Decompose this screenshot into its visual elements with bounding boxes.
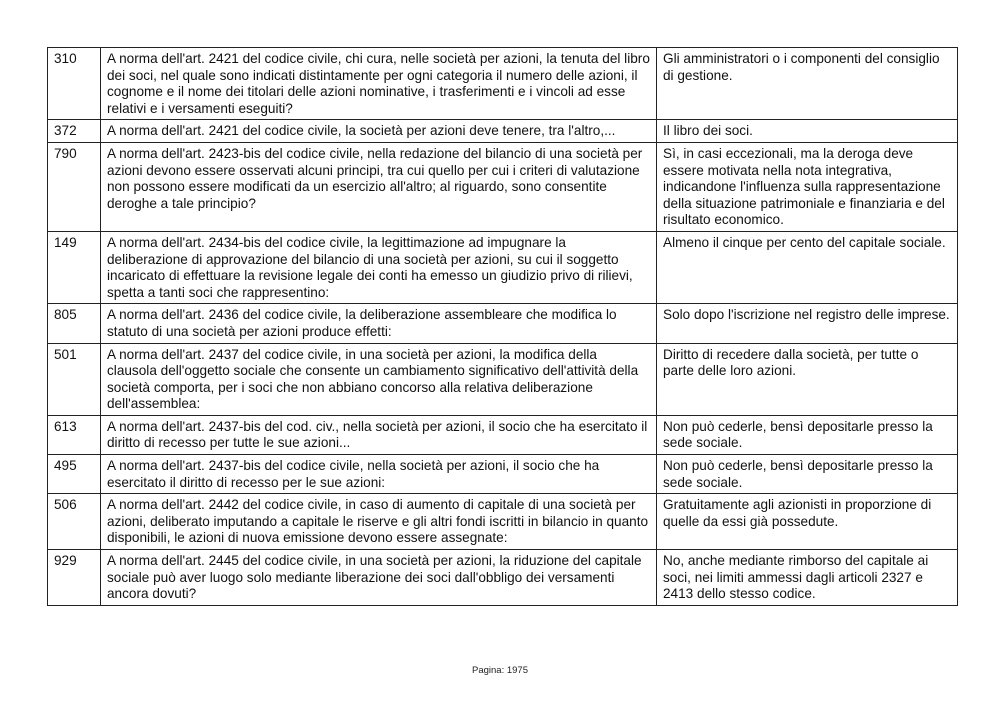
answer-text: Sì, in casi eccezionali, ma la deroga deve essere motivata nella nota integrativa, indicandone l'influenza sulla rappresentazione della situazione patrimoniale e finanziaria e del risultato economico. <box>657 142 958 231</box>
question-id: 506 <box>48 494 101 550</box>
table-row <box>48 343 958 415</box>
question-id: 805 <box>48 304 101 343</box>
table-row <box>48 231 958 303</box>
question-text: A norma dell'art. 2421 del codice civile, la società per azioni deve tenere, tra l'altro,... <box>101 120 657 143</box>
table-row <box>48 304 958 343</box>
question-text: A norma dell'art. 2423-bis del codice civile, nella redazione del bilancio di una società per azioni devono essere osservati alcuni principi, tra cui quello per cui i criteri di valutazione non possono essere modificati da un esercizio all'altro; al riguardo, sono consentite deroghe a tale principio? <box>101 142 657 231</box>
question-text: A norma dell'art. 2436 del codice civile, la deliberazione assembleare che modifica lo statuto di una società per azioni produce effetti: <box>101 304 657 343</box>
answer-text: Gratuitamente agli azionisti in proporzione di quelle da essi già possedute. <box>657 494 958 550</box>
question-text: A norma dell'art. 2437-bis del codice civile, nella società per azioni, il socio che ha esercitato il diritto di recesso per le sue azioni: <box>101 455 657 494</box>
answer-text: Diritto di recedere dalla società, per tutte o parte delle loro azioni. <box>657 343 958 415</box>
question-text: A norma dell'art. 2437-bis del cod. civ., nella società per azioni, il socio che ha esercitato il diritto di recesso per tutte le sue azioni... <box>101 415 657 454</box>
table-row <box>48 455 958 494</box>
table-row <box>48 120 958 143</box>
question-id: 929 <box>48 550 101 606</box>
answer-text: Almeno il cinque per cento del capitale sociale. <box>657 231 958 303</box>
question-text: A norma dell'art. 2434-bis del codice civile, la legittimazione ad impugnare la deliberazione di approvazione del bilancio di una società per azioni, su cui il soggetto incaricato di effettuare la revisione legale dei conti ha emesso un giudizio privo di rilievi, spetta a tanti soci che rappresentino: <box>101 231 657 303</box>
question-id: 790 <box>48 142 101 231</box>
table-row <box>48 494 958 550</box>
answer-text: Solo dopo l'iscrizione nel registro delle imprese. <box>657 304 958 343</box>
table-row <box>48 142 958 231</box>
table-row <box>48 48 958 120</box>
page-number: Pagina: 1975 <box>472 665 528 676</box>
question-text: A norma dell'art. 2442 del codice civile, in caso di aumento di capitale di una società per azioni, deliberato imputando a capitale le riserve e gli altri fondi iscritti in bilancio in quanto disponibili, le azioni di nuova emissione devono essere assegnate: <box>101 494 657 550</box>
question-id: 501 <box>48 343 101 415</box>
question-id: 310 <box>48 48 101 120</box>
question-text: A norma dell'art. 2445 del codice civile, in una società per azioni, la riduzione del capitale sociale può aver luogo solo mediante liberazione dei soci dall'obbligo dei versamenti ancora dovuti? <box>101 550 657 606</box>
answer-text: Il libro dei soci. <box>657 120 958 143</box>
answer-text: Gli amministratori o i componenti del consiglio di gestione. <box>657 48 958 120</box>
question-id: 495 <box>48 455 101 494</box>
question-text: A norma dell'art. 2437 del codice civile, in una società per azioni, la modifica della clausola dell'oggetto sociale che consente un cambiamento significativo dell'attività della società comporta, per i soci che non abbiano concorso alla relativa deliberazione dell'assemblea: <box>101 343 657 415</box>
question-id: 149 <box>48 231 101 303</box>
question-id: 613 <box>48 415 101 454</box>
table-row <box>48 550 958 606</box>
answer-text: Non può cederle, bensì depositarle presso la sede sociale. <box>657 455 958 494</box>
answer-text: Non può cederle, bensì depositarle presso la sede sociale. <box>657 415 958 454</box>
answer-text: No, anche mediante rimborso del capitale ai soci, nei limiti ammessi dagli articoli 2327 e 2413 dello stesso codice. <box>657 550 958 606</box>
table-row <box>48 415 958 454</box>
question-text: A norma dell'art. 2421 del codice civile, chi cura, nelle società per azioni, la tenuta del libro dei soci, nel quale sono indicati distintamente per ogni categoria il numero delle azioni, il cognome e il nome dei titolari delle azioni nominative, i trasferimenti e i vincoli ad esse relativi e i versamenti eseguiti? <box>101 48 657 120</box>
question-id: 372 <box>48 120 101 143</box>
quiz-table <box>47 47 958 606</box>
